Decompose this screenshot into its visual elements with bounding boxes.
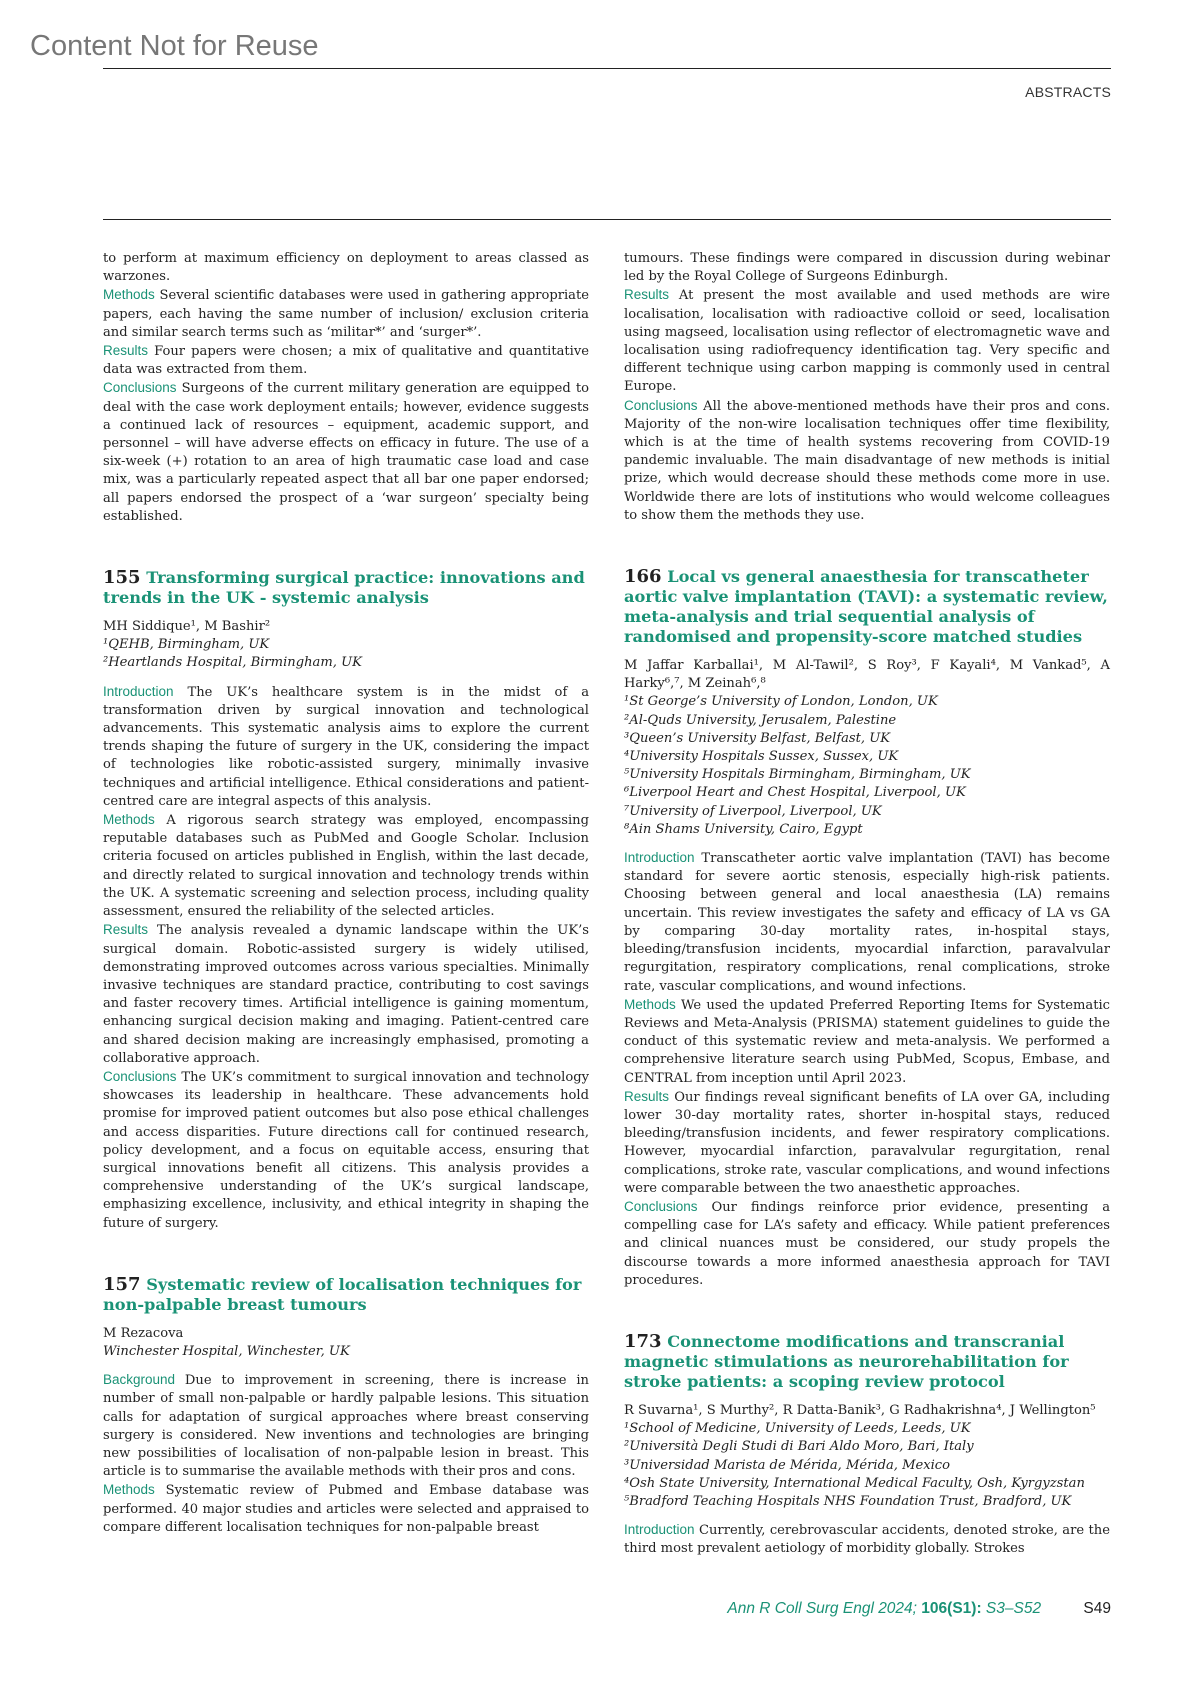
continued-abstract <box>103 250 589 526</box>
affiliation: ¹St George’s University of London, London, UK <box>624 694 938 710</box>
affiliation: ⁵Bradford Teaching Hospitals NHS Foundation Trust, Bradford, UK <box>624 1493 1072 1509</box>
affiliation: ¹School of Medicine, University of Leeds, Leeds, UK <box>624 1421 971 1437</box>
abstract-title: 166 Local vs general anaesthesia for transcatheter aortic valve implantation (TAVI): a systematic review, meta-analysis and trial sequential analysis of randomised and propensity-score matched studies <box>624 566 1108 647</box>
paragraph: Background Due to improvement in screening, there is increase in number of small non-palpable or hardly palpable lesions. This situation calls for adaptation of surgical approaches where breast conserving surgery is considered. New inventions and technologies are bringing new possibilities of localisation of non-palpable lesion in breast. This article is to summarise the available methods with their pros and cons. <box>103 1372 589 1480</box>
paragraph: to perform at maximum efficiency on deployment to areas classed as warzones. <box>103 251 589 285</box>
affiliation: ¹QEHB, Birmingham, UK <box>103 637 270 653</box>
paragraph: Results The analysis revealed a dynamic landscape within the UK’s surgical domain. Robotic-assisted surgery is widely utilised, demonstrating improved outcomes across various specialties. Minimally invasive techniques are standard practice, contributing to cost savings and faster recovery times. Artificial intelligence is gaining momentum, enhancing surgical decision making and imaging. Patient-centred care and shared decision making are increasingly emphasised, promoting a collaborative approach. <box>103 922 589 1066</box>
authors: M Jaffar Karballai¹, M Al-Tawil², S Roy³, F Kayali⁴, M Vankad⁵, A Harky⁶,⁷, M Zeinah⁶,⁸ <box>624 658 1110 692</box>
affiliation: ²Università Degli Studi di Bari Aldo Moro, Bari, Italy <box>624 1439 974 1455</box>
left-column <box>103 250 589 1537</box>
page-footer <box>727 1600 1111 1618</box>
authors: R Suvarna¹, S Murthy², R Datta-Banik³, G Radhakrishna⁴, J Wellington⁵ <box>624 1402 1096 1418</box>
section-label: ABSTRACTS <box>1025 84 1111 100</box>
authors: MH Siddique¹, M Bashir² <box>103 619 271 635</box>
affiliation: ³Queen’s University Belfast, Belfast, UK <box>624 730 891 746</box>
paragraph: Methods A rigorous search strategy was employed, encompassing reputable databases such as PubMed and Google Scholar. Inclusion criteria focused on articles published in English, within the last decade, and directly related to surgical innovation and technology trends within the UK. A systematic screening and selection process, including quality assessment, ensured the reliability of the selected articles. <box>103 812 589 920</box>
paragraph: Introduction Currently, cerebrovascular accidents, denoted stroke, are the third most prevalent aetiology of morbidity globally. Strokes <box>624 1522 1110 1557</box>
abstract-166 <box>624 567 1110 1290</box>
abstract-title: 157 Systematic review of localisation techniques for non-palpable breast tumours <box>103 1273 582 1314</box>
paragraph: Conclusions The UK’s commitment to surgical innovation and technology showcases its leadership in healthcare. These advancements hold promise for improved patient outcomes but also pose ethical challenges and access disparities. Future directions call for continued research, policy development, and a focus on equitable access, ensuring that surgical innovations benefit all citizens. This analysis provides a comprehensive understanding of the UK’s surgical landscape, emphasizing excellence, inclusivity, and ethical integrity in shaping the future of surgery. <box>103 1068 589 1231</box>
affiliation: ²Heartlands Hospital, Birmingham, UK <box>103 655 362 671</box>
watermark: Content Not for Reuse <box>30 30 319 62</box>
paragraph: Introduction The UK’s healthcare system is in the midst of a transformation driven by surgical innovation and technological advancements. This systematic analysis aims to explore the current trends shaping the future of surgery in the UK, considering the impact of technologies like robotic-assisted surgery, minimally invasive techniques and artificial intelligence. Ethical considerations and patient-centred care are integral aspects of this analysis. <box>103 683 590 809</box>
paragraph: Results Four papers were chosen; a mix of qualitative and quantitative data was extracted from them. <box>103 343 589 378</box>
affiliation: Winchester Hospital, Winchester, UK <box>103 1343 350 1359</box>
affiliation: ⁵University Hospitals Birmingham, Birmingham, UK <box>624 767 971 783</box>
affiliations <box>624 1420 1110 1511</box>
paragraph: Introduction Transcatheter aortic valve implantation (TAVI) has become standard for severe aortic stenosis, especially high-risk patients. Choosing between general and local anaesthesia (LA) remains uncertain. This review investigates the safety and efficacy of LA vs GA by comparing 30-day mortality rates, in-hospital stays, bleeding/transfusion incidents, myocardial infarction, paravalvular regurgitation, respiratory complications, renal complications, stroke rate, vascular complications, and wound infections. <box>624 850 1110 994</box>
paragraph: Methods We used the updated Preferred Reporting Items for Systematic Reviews and Meta-Analysis (PRISMA) statement guidelines to guide the conduct of this systematic review and meta-analysis. We performed a comprehensive literature search using PubMed, Scopus, Embase, and CENTRAL from inception until April 2023. <box>624 996 1110 1086</box>
affiliation: ³Universidad Marista de Mérida, Mérida, Mexico <box>624 1457 951 1473</box>
abstract-title: 173 Connectome modifications and transcranial magnetic stimulations as neurorehabilitation for stroke patients: a scoping review protocol <box>624 1330 1069 1391</box>
affiliation: ⁷University of Liverpool, Liverpool, UK <box>624 803 882 819</box>
journal-citation: Ann R Coll Surg Engl 2024; <box>727 1600 917 1617</box>
paragraph: Conclusions Surgeons of the current military generation are equipped to deal with the case work deployment entails; however, evidence suggests a continued lack of resources – equipment, academic support, and personnel – will have adverse effects on efficacy in future. The use of a six-week (+) rotation to an area of high traumatic case load and case mix, was a particularly repeated aspect that all bar one paper endorsed; all papers endorsed the prospect of a ‘war surgeon’ specialty being established. <box>103 380 589 524</box>
authors: M Rezacova <box>103 1325 184 1341</box>
abstract-title: 155 Transforming surgical practice: innovations and trends in the UK - systemic analysis <box>103 567 585 608</box>
affiliations <box>103 636 589 672</box>
affiliations <box>103 1343 589 1361</box>
header-rule <box>103 68 1111 69</box>
paragraph: Results At present the most available and used methods are wire localisation, localisation with radioactive colloid or seed, localisation using magseed, localisation using reflector of electromagnetic wave and localisation using radiofrequency identification tag. Very specific and different technique using carbon mapping is commonly used in central Europe. <box>624 287 1110 395</box>
affiliation: ⁶Liverpool Heart and Chest Hospital, Liverpool, UK <box>624 785 966 801</box>
paragraph: Conclusions All the above-mentioned methods have their pros and cons. Majority of the non-wire localisation techniques offer time flexibility, which is at the time of health systems recovering from COVID-19 pandemic invaluable. The main disadvantage of new methods is initial prize, which would decrease should these methods come more in use. Worldwide there are lots of institutions who would welcome colleagues to show them the methods they use. <box>624 397 1110 523</box>
continued-abstract <box>624 250 1110 525</box>
abstract-173 <box>624 1332 1110 1559</box>
paragraph: Methods Several scientific databases were used in gathering appropriate papers, each having the same number of inclusion/ exclusion criteria and similar search terms such as ‘militar*’ and ‘surger*’. <box>103 287 589 340</box>
page-number: S49 <box>1083 1600 1111 1617</box>
paragraph: Conclusions Our findings reinforce prior evidence, presenting a compelling case for LA’s safety and efficacy. While patient preferences and clinical nuances must be considered, our study propels the discourse towards a more informed anaesthesia approach for TAVI procedures. <box>624 1198 1111 1288</box>
abstract-157 <box>103 1275 589 1537</box>
paragraph: tumours. These findings were compared in discussion during webinar led by the Royal College of Surgeons Edinburgh. <box>624 251 1110 285</box>
affiliation: ⁴Osh State University, International Medical Faculty, Osh, Kyrgyzstan <box>624 1475 1085 1491</box>
right-column <box>624 250 1110 1559</box>
abstract-155 <box>103 568 589 1233</box>
paragraph: Results Our findings reveal significant benefits of LA over GA, including lower 30-day mortality rates, shorter in-hospital stays, reduced bleeding/transfusion incidents, and fewer respiratory complications. However, myocardial infarction, paravalvular regurgitation, renal complications, stroke rate, vascular complications, and wound infections were comparable between the two anaesthetic approaches. <box>624 1088 1110 1196</box>
affiliation: ²Al-Quds University, Jerusalem, Palestine <box>624 712 897 728</box>
affiliation: ⁸Ain Shams University, Cairo, Egypt <box>624 821 863 837</box>
paragraph: Methods Systematic review of Pubmed and Embase database was performed. 40 major studies and articles were selected and appraised to compare different localisation techniques for non-palpable breast <box>103 1482 589 1535</box>
affiliation: ⁴University Hospitals Sussex, Sussex, UK <box>624 749 899 765</box>
affiliations <box>624 693 1110 839</box>
content-rule <box>103 219 1111 220</box>
journal-volume: 106(S1): <box>921 1600 982 1617</box>
journal-pages: S3–S52 <box>985 1600 1042 1617</box>
